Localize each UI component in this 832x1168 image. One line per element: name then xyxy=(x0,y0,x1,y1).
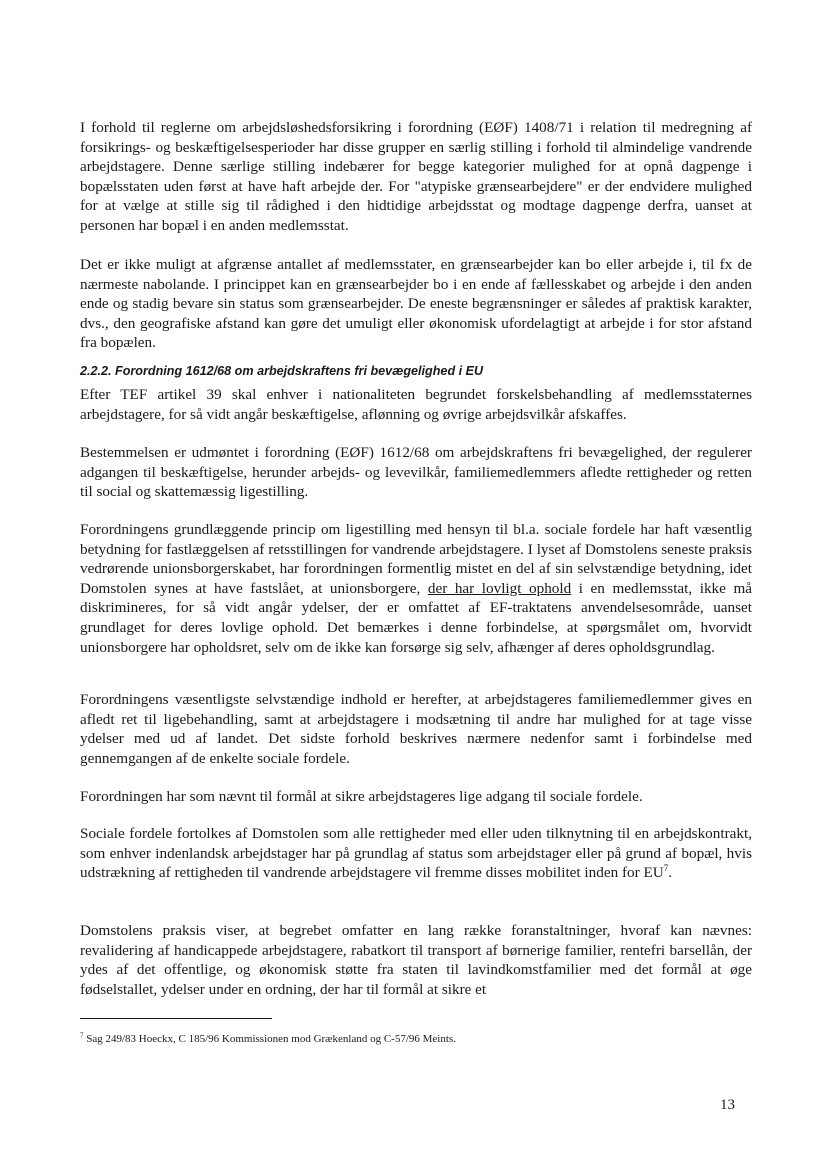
footnote-reference: 7 xyxy=(663,863,669,874)
paragraph-sociale-fordele xyxy=(80,824,752,883)
paragraph-arbejdsloshed: I forhold til reglerne om arbejdsløshedsforsikring i forordning (EØF) 1408/71 i relation til medregning af forsikrings- og beskæftigelsesperioder har disse grupper en særlig stilling i forhold til almindelige vandrende arbejdstagere. Denne særlige stilling indebærer for begge kategorier mulighed for at opnå dagpenge i bopælsstaten uden først at have haft arbejde der. For "atypiske grænsearbejdere" er der endvidere mulighed for at vælge at stille sig til rådighed i den hidtidige arbejdsstat og modtage dagpenge derfra, uanset at personen har bopæl i en anden medlemsstat. xyxy=(80,119,752,234)
ligestilling-text-after: i en medlemsstat, ikke må diskrimineres, for så vidt angår ydelser, der er omfattet af EF-traktatens anvendelsesområde, uanset grundlaget for deres lovlige ophold. Det bemærkes i denne forbindelse, at spørgsmålet om, hvorvidt unionsborgere har opholdsret, selv om de ikke kan forsørge sig selv, afhænger af deres opholdsgrundlag. xyxy=(80,579,752,656)
section-heading: 2.2.2. Forordning 1612/68 om arbejdskraftens fri bevægelighed i EU xyxy=(80,364,484,378)
page-number: 13 xyxy=(720,1097,735,1113)
footnote-number: 7 xyxy=(80,1031,84,1040)
ligestilling-text-before: Forordningens grundlæggende princip om ligestilling med hensyn til bl.a. sociale fordele har haft væsentlig betydning for fastlæggelsen af retsstillingen for vandrende arbejdstagere. I lyset af Domstolens seneste praksis vedrørende unionsborgerskabet, har forordningen formentlig mistet en del af sin selvstændige betydning, idet Domstolen synes at have fastslået, at unionsborgere, xyxy=(80,521,752,597)
paragraph-tef-artikel-39: Efter TEF artikel 39 skal enhver i nationaliteten begrundet forskelsbehandling af medlemsstaternes arbejdstagere, for så vidt angår beskæftigelse, aflønning og øvrige arbejdsvilkår afskaffes. xyxy=(80,386,752,423)
paragraph-familiemedlemmer: Forordningens væsentligste selvstændige indhold er herefter, at arbejdstageres familiemedlemmer gives en afledt ret til ligebehandling, samt at arbejdstagere i modsætning til andre har mulighed for at tage visse ydelser med ud af landet. Det sidste forhold beskrives nærmere nedenfor samt i forbindelse med gennemgangen af de enkelte sociale fordele. xyxy=(80,691,752,767)
paragraph-formaal: Forordningen har som nævnt til formål at sikre arbejdstageres lige adgang til sociale fordele. xyxy=(80,788,643,805)
sociale-fordele-text: Sociale fordele fortolkes af Domstolen som alle rettigheder med eller uden tilknytning til en arbejdskontrakt, som enhver indenlandsk arbejdstager har på grundlag af status som arbejdstager eller på grund af bopæl, hvis udstrækning af rettigheden til vandrende arbejdstagere vil fremme disses mobilitet inden for EU xyxy=(80,825,752,882)
footnote-separator xyxy=(80,1018,272,1019)
paragraph-domstolens-praksis: Domstolens praksis viser, at begrebet omfatter en lang række foranstaltninger, hvoraf kan nævnes: revalidering af handicappede arbejdstagere, rabatkort til transport af børnerige familier, rentefri barsellån, der ydes af det offentlige, og økonomisk støtte fra staten til lavindkomstfamilier med det formål at øge fødselstallet, ydelser under en ordning, der har til formål at sikre et xyxy=(80,922,752,998)
sociale-fordele-end: . xyxy=(668,864,673,882)
paragraph-graensearbejder: Det er ikke muligt at afgrænse antallet af medlemsstater, en grænsearbejder kan bo eller arbejde i, til fx de nærmeste nabolande. I princippet kan en grænsearbejder bo i en ende af fællesskabet og arbejde i den anden ende og stadig bevare sin status som grænsearbejder. De eneste begrænsninger er således af praktisk karakter, dvs., den geografiske afstand kan gøre det umuligt eller økonomisk ufordelagtigt at arbejde i for stor afstand fra bopælen. xyxy=(80,256,752,352)
footnote-text: Sag 249/83 Hoeckx, C 185/96 Kommissionen mod Grækenland og C-57/96 Meints. xyxy=(83,1033,456,1045)
paragraph-forordning-1612: Bestemmelsen er udmøntet i forordning (EØF) 1612/68 om arbejdskraftens fri bevægelighed, der regulerer adgangen til beskæftigelse, herunder arbejds- og levevilkår, familiemedlemmers afledte rettigheder og retten til social og skattemæssig ligestilling. xyxy=(80,444,752,501)
underlined-phrase: der har lovligt ophold xyxy=(427,579,572,597)
paragraph-ligestilling xyxy=(80,520,752,657)
footnote xyxy=(80,1032,752,1046)
